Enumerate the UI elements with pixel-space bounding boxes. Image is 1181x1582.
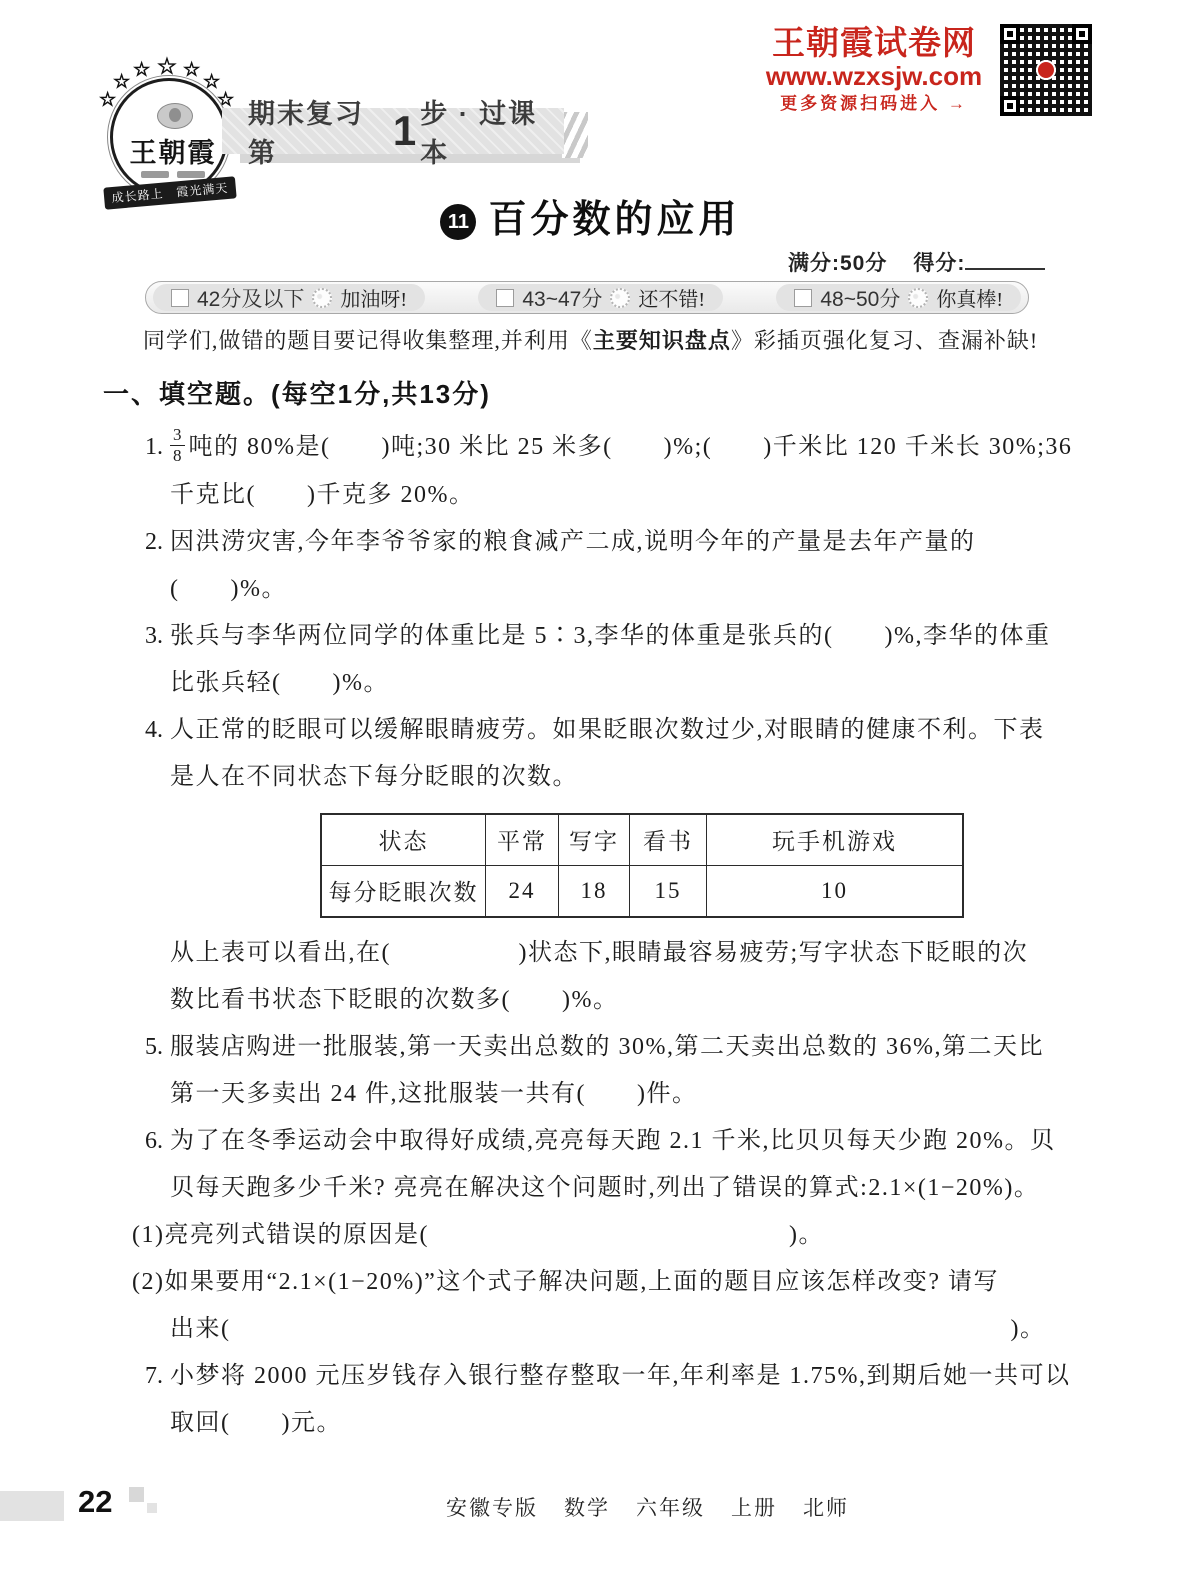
tip-line <box>0 324 1181 355</box>
full-score-label: 满分:50分 <box>788 252 888 275</box>
score-band-segment <box>153 284 425 311</box>
star-icon <box>184 60 199 80</box>
question-line <box>170 1306 1105 1353</box>
questions-list <box>132 424 1105 1447</box>
question-number: 1. <box>145 434 163 460</box>
score-band-segment <box>478 284 723 311</box>
question-text: 因洪涝灾害,今年李爷爷家的粮食减产二成,说明今年的产量是去年产量的 <box>170 528 976 555</box>
banner-step-number: 1 <box>392 107 419 154</box>
badge-name: 王朝霞 <box>129 138 217 168</box>
question-text: 小梦将 2000 元压岁钱存入银行整存整取一年,年利率是 1.75%,到期后她一共可以 <box>170 1362 1071 1389</box>
question-5 <box>145 1024 1105 1118</box>
question-line: 第一天多卖出 24 件,这批服装一共有( )件。 <box>170 1080 698 1107</box>
score-band-segment <box>776 284 1021 311</box>
score-blank[interactable] <box>965 250 1045 270</box>
question-line: 比张兵轻( )%。 <box>170 669 389 696</box>
subpart-text: (1)亮亮列式错误的原因是( <box>132 1221 429 1248</box>
question-7 <box>145 1353 1105 1447</box>
question-line <box>145 1024 1105 1071</box>
question-subpart-2: (2)如果要用“2.1×(1−20%)”这个式子解决问题,上面的题目应该怎样改变? 请写 <box>132 1268 999 1295</box>
tip-pre: 同学们,做错的题目要记得收集整理,并利用《 <box>142 328 593 353</box>
subpart-text: )。 <box>788 1221 824 1248</box>
question-line <box>145 519 1105 566</box>
table-row <box>321 865 963 917</box>
question-line: 千克比( )千克多 20%。 <box>170 481 475 508</box>
question-line: 数比看书状态下眨眼的次数多( )%。 <box>170 986 619 1013</box>
question-line: 从上表可以看出,在( )状态下,眼睛最容易疲劳;写字状态下眨眼的次 <box>170 939 1029 966</box>
question-number: 5. <box>145 1033 163 1060</box>
question-line <box>145 613 1105 660</box>
site-name: 王朝霞试卷网 <box>772 24 976 61</box>
score-checkbox[interactable] <box>171 289 189 307</box>
table-cell: 18 <box>559 865 630 917</box>
qr-finder-icon <box>1072 24 1092 44</box>
question-number: 7. <box>145 1362 163 1389</box>
qr-code-icon <box>1000 24 1092 116</box>
badge-motto: 成长路上 霞光满天 <box>103 176 236 209</box>
table-header-cell: 状态 <box>321 814 486 866</box>
footer-subject: 数学 <box>564 1496 610 1520</box>
score-comment: 加油呀! <box>340 289 408 311</box>
question-2 <box>145 519 1105 613</box>
footer-bar <box>0 1491 64 1521</box>
score-comment: 还不错! <box>638 289 706 311</box>
badge-small-text <box>177 171 205 178</box>
question-text: 人正常的眨眼可以缓解眼睛疲劳。如果眨眼次数过少,对眼睛的健康不利。下表 <box>170 716 1045 743</box>
step-banner <box>222 99 564 168</box>
blink-rate-table <box>320 813 964 918</box>
question-3 <box>145 613 1105 707</box>
star-icon <box>100 90 115 110</box>
qr-finder-icon <box>1000 96 1020 116</box>
table-cell: 24 <box>486 865 559 917</box>
banner-prefix: 期末复习第 <box>248 99 364 168</box>
star-icon <box>114 72 129 92</box>
smiley-face-icon <box>908 288 928 308</box>
footer-publisher: 北师 <box>803 1496 849 1520</box>
subpart-text: )。 <box>1010 1315 1046 1342</box>
lesson-number-badge: 11 <box>440 204 476 240</box>
page-title: 百分数的应用 <box>488 199 741 241</box>
lesson-title-row <box>0 188 1181 243</box>
fraction <box>170 425 185 465</box>
table-header-cell: 玩手机游戏 <box>707 814 964 866</box>
star-icon <box>158 54 176 79</box>
question-text: 张兵与李华两位同学的体重比是 5∶3,李华的体重是张兵的( )%,李华的体重 <box>170 622 1051 649</box>
question-line <box>145 1118 1105 1165</box>
question-6 <box>132 1118 1105 1353</box>
question-1 <box>145 424 1105 519</box>
fraction-numerator: 3 <box>170 425 185 446</box>
score-line <box>788 247 1045 277</box>
question-line <box>145 1353 1105 1400</box>
question-line: ( )%。 <box>170 575 287 602</box>
table-row-label: 每分眨眼次数 <box>321 865 486 917</box>
section-heading: 一、填空题。(每空1分,共13分) <box>103 379 491 409</box>
fraction-denominator: 8 <box>173 445 182 465</box>
footer-grade: 六年级 <box>636 1496 705 1520</box>
table-cell: 15 <box>630 865 707 917</box>
footer-volume: 上册 <box>731 1496 777 1520</box>
portrait-icon <box>157 103 193 129</box>
subpart-text: 出来( <box>170 1315 231 1342</box>
star-icon <box>134 60 149 80</box>
score-range: 48~50分 <box>820 287 901 311</box>
question-4 <box>145 707 1105 1024</box>
site-tagline: 更多资源扫码进入 → <box>780 94 968 113</box>
question-line: 取回( )元。 <box>170 1409 342 1436</box>
gained-score-label: 得分: <box>913 252 966 275</box>
site-url: www.wzxsjw.com <box>765 61 983 91</box>
table-header-row <box>321 814 963 866</box>
question-number: 3. <box>145 622 163 649</box>
question-text: 服装店购进一批服装,第一天卖出总数的 30%,第二天卖出总数的 36%,第二天比 <box>170 1033 1044 1060</box>
score-checkbox[interactable] <box>496 289 514 307</box>
tip-bold: 主要知识盘点 <box>592 328 731 353</box>
page-number: 22 <box>78 1484 113 1519</box>
question-number: 2. <box>145 528 163 555</box>
tip-post: 》彩插页强化复习、查漏补缺! <box>730 328 1039 353</box>
smiley-face-icon <box>610 288 630 308</box>
score-checkbox[interactable] <box>794 289 812 307</box>
qr-finder-icon <box>1000 24 1020 44</box>
table-header-cell: 平常 <box>486 814 559 866</box>
star-icon <box>204 72 219 92</box>
brand-block <box>756 24 992 116</box>
question-text: 为了在冬季运动会中取得好成绩,亮亮每天跑 2.1 千米,比贝贝每天少跑 20%。贝 <box>170 1127 1056 1154</box>
question-line <box>145 707 1105 754</box>
banner-hatch <box>562 112 588 158</box>
footer-edition: 安徽专版 <box>446 1496 538 1520</box>
question-line: 是人在不同状态下每分眨眼的次数。 <box>170 763 578 790</box>
score-band <box>145 281 1029 314</box>
question-subpart-1 <box>132 1212 1105 1259</box>
question-line <box>145 424 1105 472</box>
banner-suffix: 步 · 过课本 <box>420 99 538 168</box>
question-number: 6. <box>145 1127 163 1154</box>
footer-meta <box>115 1492 1180 1522</box>
badge-small-text <box>141 171 169 178</box>
qr-logo-icon <box>1036 60 1056 80</box>
step-banner-text <box>248 92 564 170</box>
score-comment: 你真棒! <box>936 289 1003 311</box>
table-header-cell: 写字 <box>559 814 630 866</box>
score-range: 43~47分 <box>522 287 603 311</box>
smiley-face-icon <box>312 288 332 308</box>
table-cell: 10 <box>707 865 964 917</box>
table-header-cell: 看书 <box>630 814 707 866</box>
question-text: 吨的 80%是( )吨;30 米比 25 米多( )%;( )千米比 120 千米长 30%;36 <box>188 434 1073 460</box>
question-number: 4. <box>145 716 163 743</box>
score-range: 42分及以下 <box>197 287 305 311</box>
question-line: 贝每天跑多少千米? 亮亮在解决这个问题时,列出了错误的算式:2.1×(1−20%)。 <box>170 1174 1040 1201</box>
